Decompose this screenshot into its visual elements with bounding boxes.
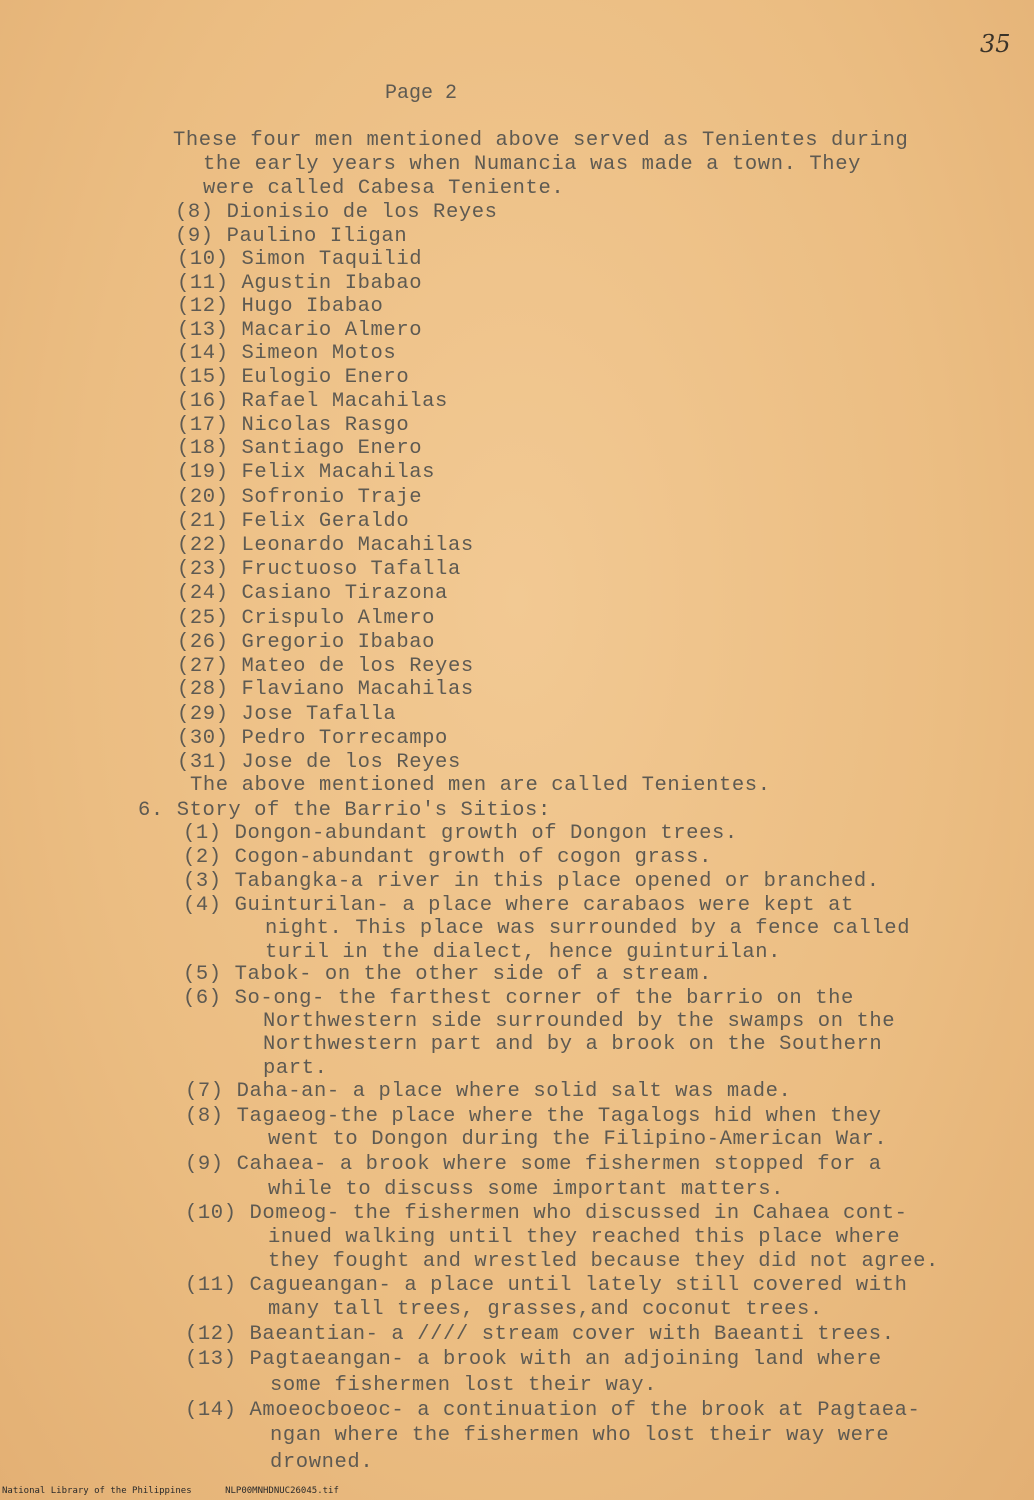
sitio-line: (1) Dongon-abundant growth of Dongon trees.: [183, 822, 738, 845]
teniente-item: (14) Simeon Motos: [177, 342, 397, 365]
sitio-line: (14) Amoeocboeoc- a continuation of the brook at Pagtaea-: [185, 1399, 921, 1422]
teniente-item: (10) Simon Taquilid: [177, 248, 423, 271]
sitio-line: many tall trees, grasses,and coconut trees.: [268, 1298, 823, 1321]
teniente-item: (28) Flaviano Macahilas: [177, 678, 474, 701]
sitio-line: (10) Domeog- the fishermen who discussed in Cahaea cont-: [185, 1202, 908, 1225]
sitio-line: (5) Tabok- on the other side of a stream.: [183, 963, 712, 986]
teniente-item: (11) Agustin Ibabao: [177, 272, 423, 295]
teniente-item: (16) Rafael Macahilas: [177, 390, 448, 413]
sitio-line: Northwestern part and by a brook on the Southern: [263, 1033, 883, 1056]
tenientes-closing: The above mentioned men are called Tenientes.: [190, 774, 771, 797]
sitio-line: (8) Tagaeog-the place where the Tagalogs hid when they: [185, 1105, 882, 1128]
sitio-line: Northwestern side surrounded by the swamps on the: [263, 1010, 896, 1033]
teniente-item: (24) Casiano Tirazona: [177, 582, 448, 605]
sitio-line: part.: [263, 1057, 328, 1080]
footer-file-id: NLP00MNHDNUC26045.tif: [225, 1486, 339, 1496]
scan-footer: [2, 1486, 367, 1496]
footer-library: National Library of the Philippines: [2, 1486, 192, 1496]
sitio-line: turil in the dialect, hence guinturilan.: [265, 941, 782, 964]
teniente-item: (31) Jose de los Reyes: [177, 751, 461, 774]
teniente-item: (25) Crispulo Almero: [177, 607, 436, 630]
teniente-item: (27) Mateo de los Reyes: [177, 655, 474, 678]
sitio-line: while to discuss some important matters.: [268, 1178, 785, 1201]
sitio-line: (3) Tabangka-a river in this place opened or branched.: [183, 870, 880, 893]
teniente-item: (30) Pedro Torrecampo: [177, 727, 448, 750]
teniente-item: (20) Sofronio Traje: [177, 486, 423, 509]
section-6-heading: 6. Story of the Barrio's Sitios:: [138, 799, 551, 822]
sitio-line: (9) Cahaea- a brook where some fishermen stopped for a: [185, 1153, 882, 1176]
page-label: Page 2: [385, 82, 458, 105]
intro-line: the early years when Numancia was made a town. They: [203, 153, 862, 176]
sitio-line: went to Dongon during the Filipino-American War.: [268, 1128, 888, 1151]
sitio-line: (6) So-ong- the farthest corner of the barrio on the: [183, 987, 854, 1010]
intro-line: were called Cabesa Teniente.: [203, 177, 565, 200]
teniente-item: (15) Eulogio Enero: [177, 366, 410, 389]
teniente-item: (26) Gregorio Ibabao: [177, 631, 436, 654]
sitio-line: (2) Cogon-abundant growth of cogon grass.: [183, 846, 712, 869]
sitio-line: drowned.: [270, 1451, 374, 1474]
teniente-item: (12) Hugo Ibabao: [177, 295, 384, 318]
sitio-line: they fought and wrestled because they did not agree.: [268, 1250, 939, 1273]
teniente-item: (23) Fructuoso Tafalla: [177, 558, 461, 581]
sitio-line: (13) Pagtaeangan- a brook with an adjoining land where: [185, 1348, 882, 1371]
teniente-item: (19) Felix Macahilas: [177, 461, 436, 484]
teniente-item: (18) Santiago Enero: [177, 437, 423, 460]
teniente-item: (9) Paulino Iligan: [175, 225, 408, 248]
intro-line: These four men mentioned above served as Tenientes during: [173, 129, 909, 152]
teniente-item: (22) Leonardo Macahilas: [177, 534, 474, 557]
sitio-line: (11) Cagueangan- a place until lately still covered with: [185, 1274, 908, 1297]
teniente-item: (17) Nicolas Rasgo: [177, 414, 410, 437]
teniente-item: (13) Macario Almero: [177, 319, 423, 342]
sitio-line: (7) Daha-an- a place where solid salt was made.: [185, 1080, 792, 1103]
teniente-item: (8) Dionisio de los Reyes: [175, 201, 498, 224]
sitio-line: ngan where the fishermen who lost their way were: [270, 1424, 890, 1447]
sitio-line: (4) Guinturilan- a place where carabaos were kept at: [183, 894, 854, 917]
sitio-line: (12) Baeantian- a //// stream cover with Baeanti trees.: [185, 1323, 895, 1346]
teniente-item: (29) Jose Tafalla: [177, 703, 397, 726]
teniente-item: (21) Felix Geraldo: [177, 510, 410, 533]
sitio-line: some fishermen lost their way.: [270, 1374, 658, 1397]
handwritten-page-number: 35: [980, 30, 1011, 58]
sitio-line: inued walking until they reached this place where: [268, 1226, 901, 1249]
sitio-line: night. This place was surrounded by a fence called: [265, 917, 911, 940]
